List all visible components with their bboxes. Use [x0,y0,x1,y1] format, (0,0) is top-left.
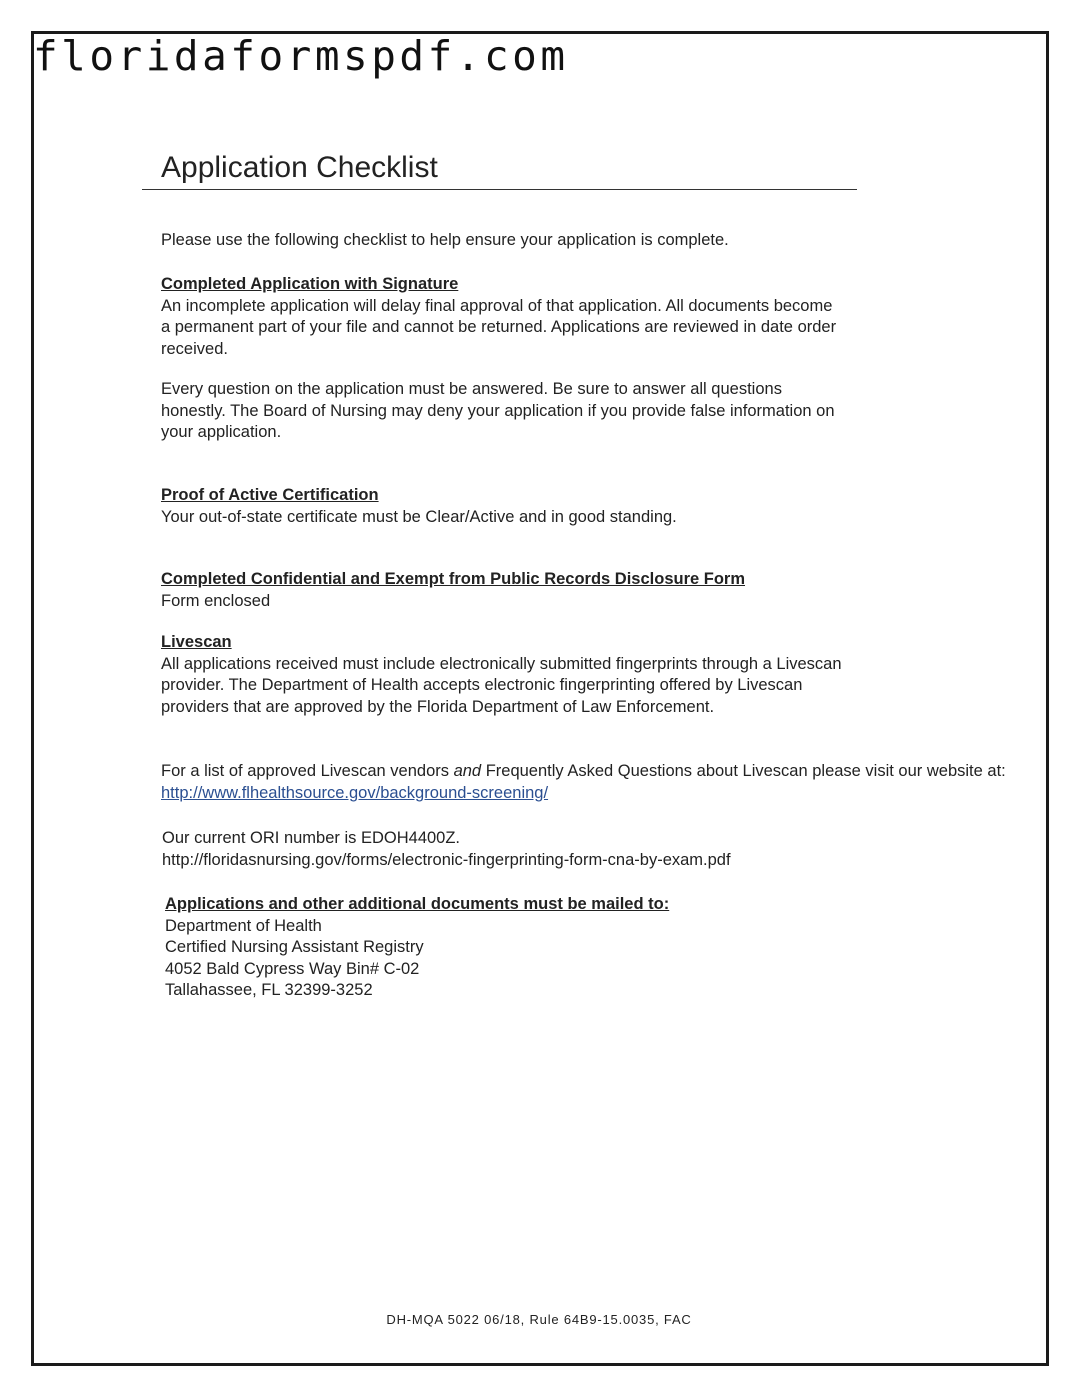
title-divider [142,189,857,190]
section-ori [162,828,731,871]
paragraph-line: All applications received must include electronically submitted fingerprints through a Livescan [161,654,842,673]
ori-number: Our current ORI number is EDOH4400Z. [162,829,461,847]
page-title: Application Checklist [161,151,438,184]
vendors-text-italic: and [453,762,482,780]
section-mailing [165,894,669,1002]
section-heading: Proof of Active Certification [161,486,379,504]
paragraph-line: Every question on the application must be answered. Be sure to answer all questions [161,380,782,398]
background-screening-link[interactable]: http://www.flhealthsource.gov/background-screening/ [161,783,549,802]
paragraph-line: Your out-of-state certificate must be Clear/Active and in good standing. [161,507,677,526]
address-line: Tallahassee, FL 32399-3252 [165,981,373,999]
address-line: Certified Nursing Assistant Registry [165,938,424,956]
vendors-text-before: For a list of approved Livescan vendors [161,762,454,780]
paragraph-line: providers that are approved by the Florida Department of Law Enforcement. [161,697,715,716]
paragraph-line: An incomplete application will delay final approval of that application. All documents become [161,296,833,315]
vendors-text-after: Frequently Asked Questions about Livescan please visit our website at: [481,762,1006,780]
paragraph-line: a permanent part of your file and cannot be returned. Applications are reviewed in date order [161,318,837,336]
address-line: 4052 Bald Cypress Way Bin# C-02 [165,959,420,978]
site-watermark: floridaformspdf.com [33,32,569,80]
intro-line: Please use the following checklist to help ensure your application is complete. [161,231,729,249]
section-completed-application [161,274,836,360]
section-proof-certification [161,485,677,528]
address-line: Department of Health [165,916,322,935]
paragraph-line: received. [161,339,228,358]
section-confidential-form [161,569,745,612]
section-livescan [161,632,842,718]
form-footer: DH-MQA 5022 06/18, Rule 64B9-15.0035, FAC [386,1312,692,1327]
section-heading: Completed Confidential and Exempt from Public Records Disclosure Form [161,570,746,588]
section-heading: Livescan [161,633,232,651]
section-heading: Applications and other additional documents must be mailed to: [165,895,670,913]
paragraph-line: your application. [161,423,282,441]
section-vendors [161,761,1006,804]
vendors-line [161,761,1006,783]
intro-text [161,230,729,252]
fingerprint-form-url: http://floridasnursing.gov/forms/electronic-fingerprinting-form-cna-by-exam.pdf [162,850,731,869]
paragraph-line: honestly. The Board of Nursing may deny your application if you provide false information on [161,401,835,420]
paragraph-line: provider. The Department of Health accepts electronic fingerprinting offered by Livescan [161,676,803,694]
section-heading: Completed Application with Signature [161,275,459,293]
paragraph-line: Form enclosed [161,591,271,610]
section-answer-questions [161,379,835,444]
